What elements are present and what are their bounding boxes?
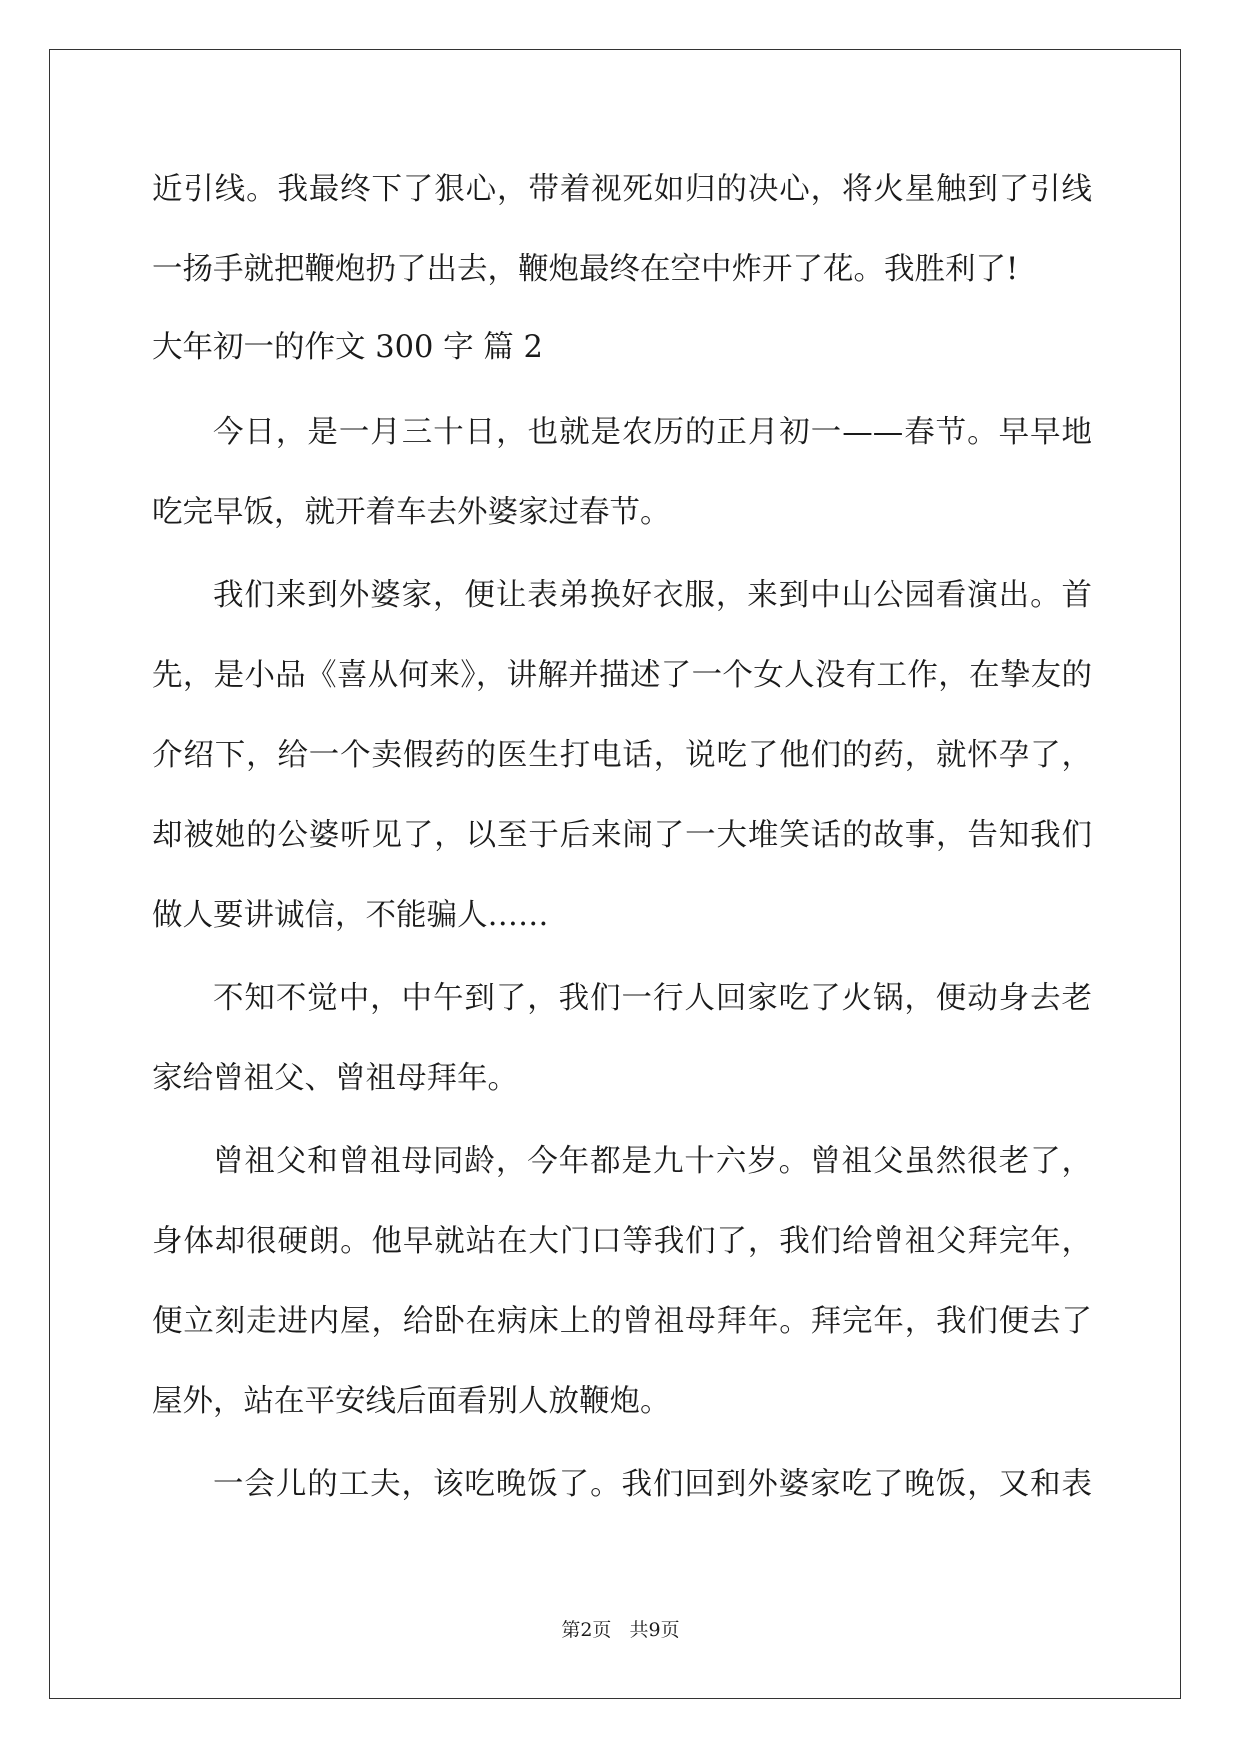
text-line: 屋外，站在平安线后面看别人放鞭炮。 <box>152 1384 671 1419</box>
text-line: 介绍下，给一个卖假药的医生打电话，说吃了他们的药，就怀孕了， <box>152 738 1092 773</box>
text-line: 先，是小品《喜从何来》，讲解并描述了一个女人没有工作，在挚友的 <box>152 658 1092 693</box>
text-line: 家给曾祖父、曾祖母拜年。 <box>152 1061 518 1096</box>
text-line: 便立刻走进内屋，给卧在病床上的曾祖母拜年。拜完年，我们便去了 <box>152 1304 1092 1339</box>
page-border <box>49 49 1181 1699</box>
text-line: 身体却很硬朗。他早就站在大门口等我们了，我们给曾祖父拜完年， <box>152 1224 1092 1259</box>
text-line: 一扬手就把鞭炮扔了出去，鞭炮最终在空中炸开了花。我胜利了! <box>152 252 1019 287</box>
paragraph-first-line: 曾祖父和曾祖母同龄，今年都是九十六岁。曾祖父虽然很老了， <box>213 1144 1092 1179</box>
text-line: 却被她的公婆听见了，以至于后来闹了一大堆笑话的故事，告知我们 <box>152 818 1092 853</box>
text-line: 做人要讲诚信，不能骗人…… <box>152 898 549 933</box>
text-line: 吃完早饭，就开着车去外婆家过春节。 <box>152 495 671 530</box>
page-number-footer: 第2页 共9页 <box>561 1619 680 1641</box>
paragraph-first-line: 一会儿的工夫，该吃晚饭了。我们回到外婆家吃了晚饭，又和表 <box>213 1467 1092 1502</box>
section-heading: 大年初一的作文 300 字 篇 2 <box>152 330 543 365</box>
text-line: 近引线。我最终下了狠心，带着视死如归的决心，将火星触到了引线 <box>152 172 1092 207</box>
paragraph-first-line: 不知不觉中，中午到了，我们一行人回家吃了火锅，便动身去老 <box>213 981 1092 1016</box>
paragraph-first-line: 我们来到外婆家，便让表弟换好衣服，来到中山公园看演出。首 <box>213 578 1092 613</box>
paragraph-first-line: 今日，是一月三十日，也就是农历的正月初一——春节。早早地 <box>213 415 1092 450</box>
